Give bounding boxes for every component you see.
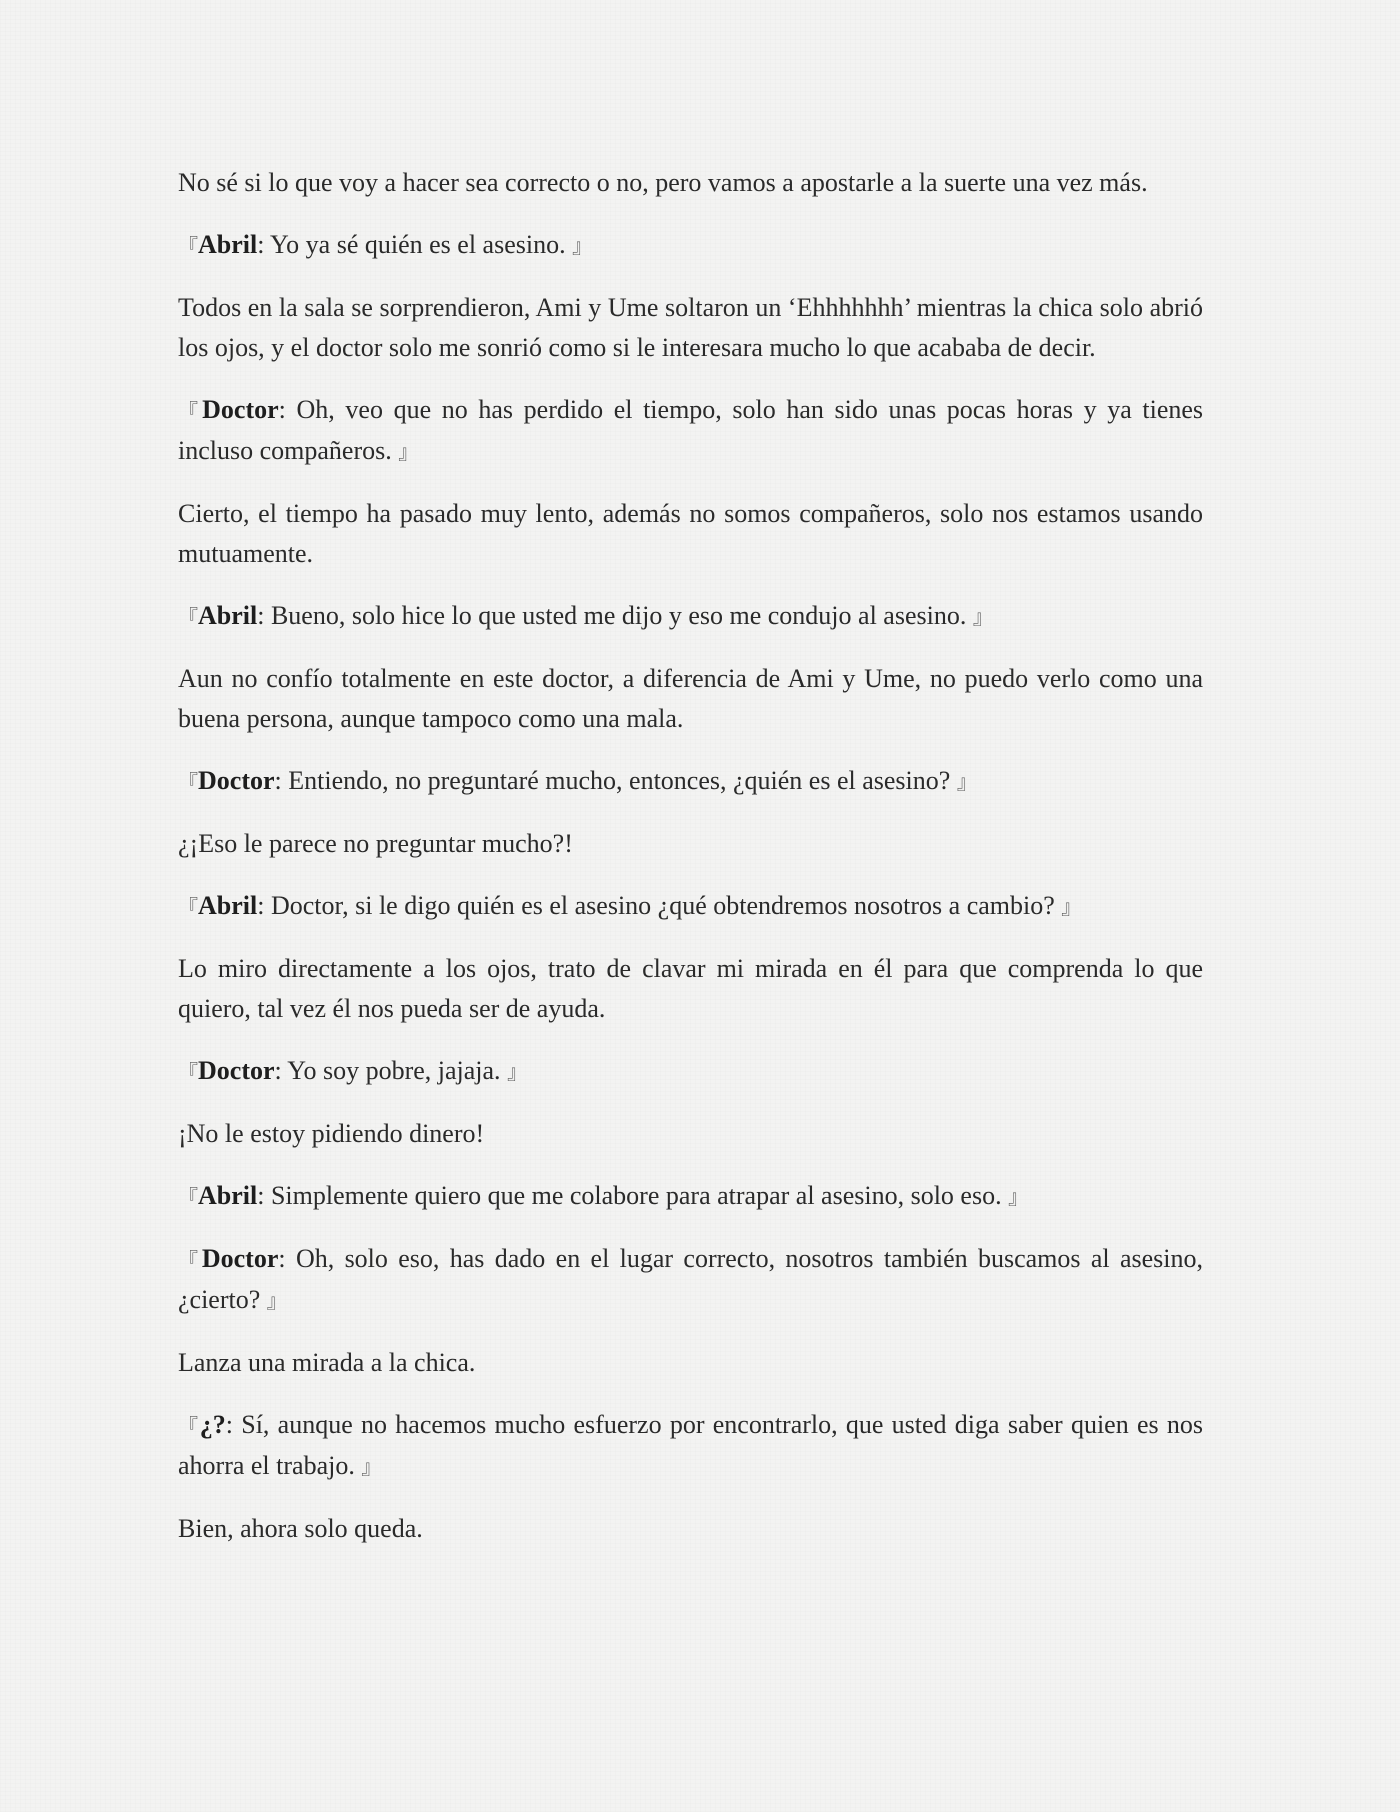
speaker-name: Doctor	[201, 1244, 279, 1273]
paragraph-text: Cierto, el tiempo ha pasado muy lento, además no somos compañeros, solo nos estamos usando mutuamente.	[178, 499, 1203, 568]
dialogue-text: : Simplemente quiero que me colabore para atrapar al asesino, solo eso.	[257, 1181, 1009, 1210]
dialogue-paragraph	[178, 1239, 1203, 1321]
dialogue-text: : Yo soy pobre, jajaja.	[274, 1056, 508, 1085]
speaker-name: Abril	[198, 1181, 258, 1210]
close-quote-bracket: 』	[398, 440, 419, 464]
close-quote-bracket: 』	[266, 1289, 287, 1313]
open-quote-bracket: 『	[178, 605, 198, 629]
dialogue-text: : Sí, aunque no hacemos mucho esfuerzo por encontrarlo, que usted diga saber quien es nos ahorra el trabajo.	[178, 1410, 1203, 1480]
paragraph-text: Todos en la sala se sorprendieron, Ami y Ume soltaron un ‘Ehhhhhhh’ mientras la chica solo abrió los ojos, y el doctor solo me sonrió como si le interesara mucho lo que acababa de decir.	[178, 293, 1203, 362]
paragraph-text: Lo miro directamente a los ojos, trato de clavar mi mirada en él para que comprenda lo que quiero, tal vez él nos pueda ser de ayuda.	[178, 954, 1203, 1023]
speaker-name: Doctor	[198, 1056, 275, 1085]
dialogue-paragraph	[178, 1051, 1203, 1092]
open-quote-bracket: 『	[178, 1060, 198, 1084]
open-quote-bracket: 『	[178, 895, 198, 919]
paragraph-text: ¿¡Eso le parece no preguntar mucho?!	[178, 829, 573, 858]
dialogue-text: : Yo ya sé quién es el asesino.	[257, 230, 573, 259]
speaker-name: Doctor	[202, 395, 279, 424]
open-quote-bracket: 『	[178, 1414, 200, 1438]
close-quote-bracket: 』	[956, 770, 977, 794]
speaker-name: Abril	[198, 891, 258, 920]
narration-paragraph	[178, 1343, 1203, 1383]
speaker-name: Abril	[198, 601, 258, 630]
dialogue-paragraph	[178, 225, 1203, 266]
dialogue-paragraph	[178, 596, 1203, 637]
narration-paragraph	[178, 824, 1203, 864]
narration-paragraph	[178, 494, 1203, 574]
open-quote-bracket: 『	[178, 399, 203, 423]
dialogue-text: : Bueno, solo hice lo que usted me dijo y eso me condujo al asesino.	[257, 601, 973, 630]
dialogue-paragraph	[178, 390, 1203, 472]
speaker-name: Abril	[198, 230, 258, 259]
close-quote-bracket: 』	[972, 605, 993, 629]
paragraph-text: Lanza una mirada a la chica.	[178, 1348, 476, 1377]
dialogue-paragraph	[178, 1405, 1203, 1487]
narration-paragraph	[178, 1509, 1203, 1549]
dialogue-text: : Doctor, si le digo quién es el asesino ¿qué obtendremos nosotros a cambio?	[257, 891, 1062, 920]
speaker-name: ¿?	[199, 1410, 226, 1439]
narration-paragraph	[178, 659, 1203, 739]
close-quote-bracket: 』	[361, 1455, 382, 1479]
narration-paragraph	[178, 1114, 1203, 1154]
dialogue-paragraph	[178, 761, 1203, 802]
dialogue-paragraph	[178, 1176, 1203, 1217]
close-quote-bracket: 』	[1061, 895, 1082, 919]
narration-paragraph	[178, 949, 1203, 1029]
paragraph-text: Bien, ahora solo queda.	[178, 1514, 423, 1543]
open-quote-bracket: 『	[178, 770, 198, 794]
close-quote-bracket: 』	[1008, 1185, 1029, 1209]
narration-paragraph	[178, 288, 1203, 368]
dialogue-text: : Entiendo, no preguntaré mucho, entonces, ¿quién es el asesino?	[274, 766, 957, 795]
close-quote-bracket: 』	[572, 234, 593, 258]
dialogue-paragraph	[178, 886, 1203, 927]
open-quote-bracket: 『	[178, 1185, 198, 1209]
speaker-name: Doctor	[198, 766, 275, 795]
document-page	[178, 163, 1203, 1571]
paragraph-text: No sé si lo que voy a hacer sea correcto o no, pero vamos a apostarle a la suerte una vez más.	[178, 168, 1148, 197]
paragraph-text: Aun no confío totalmente en este doctor, a diferencia de Ami y Ume, no puedo verlo como una buena persona, aunque tampoco como una mala.	[178, 664, 1203, 733]
narration-paragraph	[178, 163, 1203, 203]
paragraph-text: ¡No le estoy pidiendo dinero!	[178, 1119, 485, 1148]
close-quote-bracket: 』	[507, 1060, 528, 1084]
open-quote-bracket: 『	[178, 234, 198, 258]
dialogue-text: : Oh, solo eso, has dado en el lugar correcto, nosotros también buscamos al asesino, ¿cierto?	[178, 1244, 1204, 1314]
open-quote-bracket: 『	[178, 1248, 202, 1272]
dialogue-text: : Oh, veo que no has perdido el tiempo, solo han sido unas pocas horas y ya tienes incluso compañeros.	[178, 395, 1204, 465]
